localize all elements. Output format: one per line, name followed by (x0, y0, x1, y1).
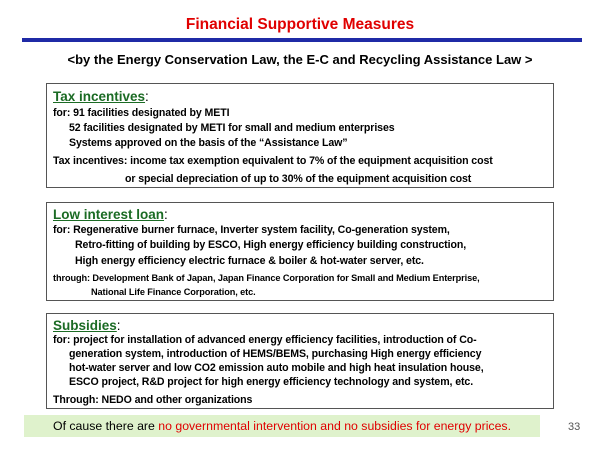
tax-line: Tax incentives: income tax exemption equivalent to 7% of the equipment acquisition cost (53, 155, 493, 167)
subsidies-heading-text: Subsidies (53, 318, 117, 333)
subsidies-line: for: project for installation of advanced energy efficiency facilities, introduction of Co- (53, 334, 477, 346)
tax-line: for: 91 facilities designated by METI (53, 107, 230, 119)
subsidies-line: Through: NEDO and other organizations (53, 394, 253, 406)
loan-line: for: Regenerative burner furnace, Inverter system facility, Co-generation system, (53, 224, 450, 236)
loan-line: National Life Finance Corporation, etc. (91, 287, 256, 297)
loan-line: Retro-fitting of building by ESCO, High energy efficiency building construction, (75, 239, 467, 251)
heading-colon: : (164, 207, 168, 222)
heading-colon: : (116, 318, 121, 333)
slide-subtitle: <by the Energy Conservation Law, the E-C and Recycling Assistance Law > (67, 52, 533, 67)
subsidies-box (46, 313, 554, 409)
slide-title: Financial Supportive Measures (185, 16, 415, 33)
subsidies-line: hot-water server and low CO2 emission auto mobile and high heat insulation house, (69, 362, 484, 374)
low-interest-loan-heading (53, 207, 168, 222)
tax-incentives-heading (53, 89, 149, 104)
heading-colon: : (145, 89, 149, 104)
footnote-banner (24, 415, 540, 437)
tax-line: Systems approved on the basis of the “Assistance Law” (69, 137, 348, 149)
subsidies-line: generation system, introduction of HEMS/BEMS, purchasing High energy efficiency (69, 348, 482, 360)
tax-line: 52 facilities designated by METI for small and medium enterprises (69, 122, 395, 134)
tax-incentives-box (46, 83, 554, 188)
tax-incentives-heading-text: Tax incentives (53, 89, 146, 104)
low-interest-loan-heading-text: Low interest loan (53, 207, 165, 222)
loan-line: through: Development Bank of Japan, Japan Finance Corporation for Small and Medium Enterprise, (53, 273, 480, 283)
subsidies-line: ESCO project, R&D project for high energy efficiency technology and system, etc. (69, 376, 474, 388)
page-number: 33 (568, 421, 581, 433)
footnote-prefix: Of cause there are (53, 419, 159, 433)
tax-line: or special depreciation of up to 30% of the equipment acquisition cost (125, 173, 472, 185)
footnote-highlight: no governmental intervention and no subsidies for energy prices. (158, 419, 511, 433)
loan-line: High energy efficiency electric furnace & boiler & hot-water server, etc. (75, 255, 424, 267)
title-divider (22, 38, 582, 42)
subsidies-heading (53, 318, 121, 333)
low-interest-loan-box (46, 202, 554, 301)
